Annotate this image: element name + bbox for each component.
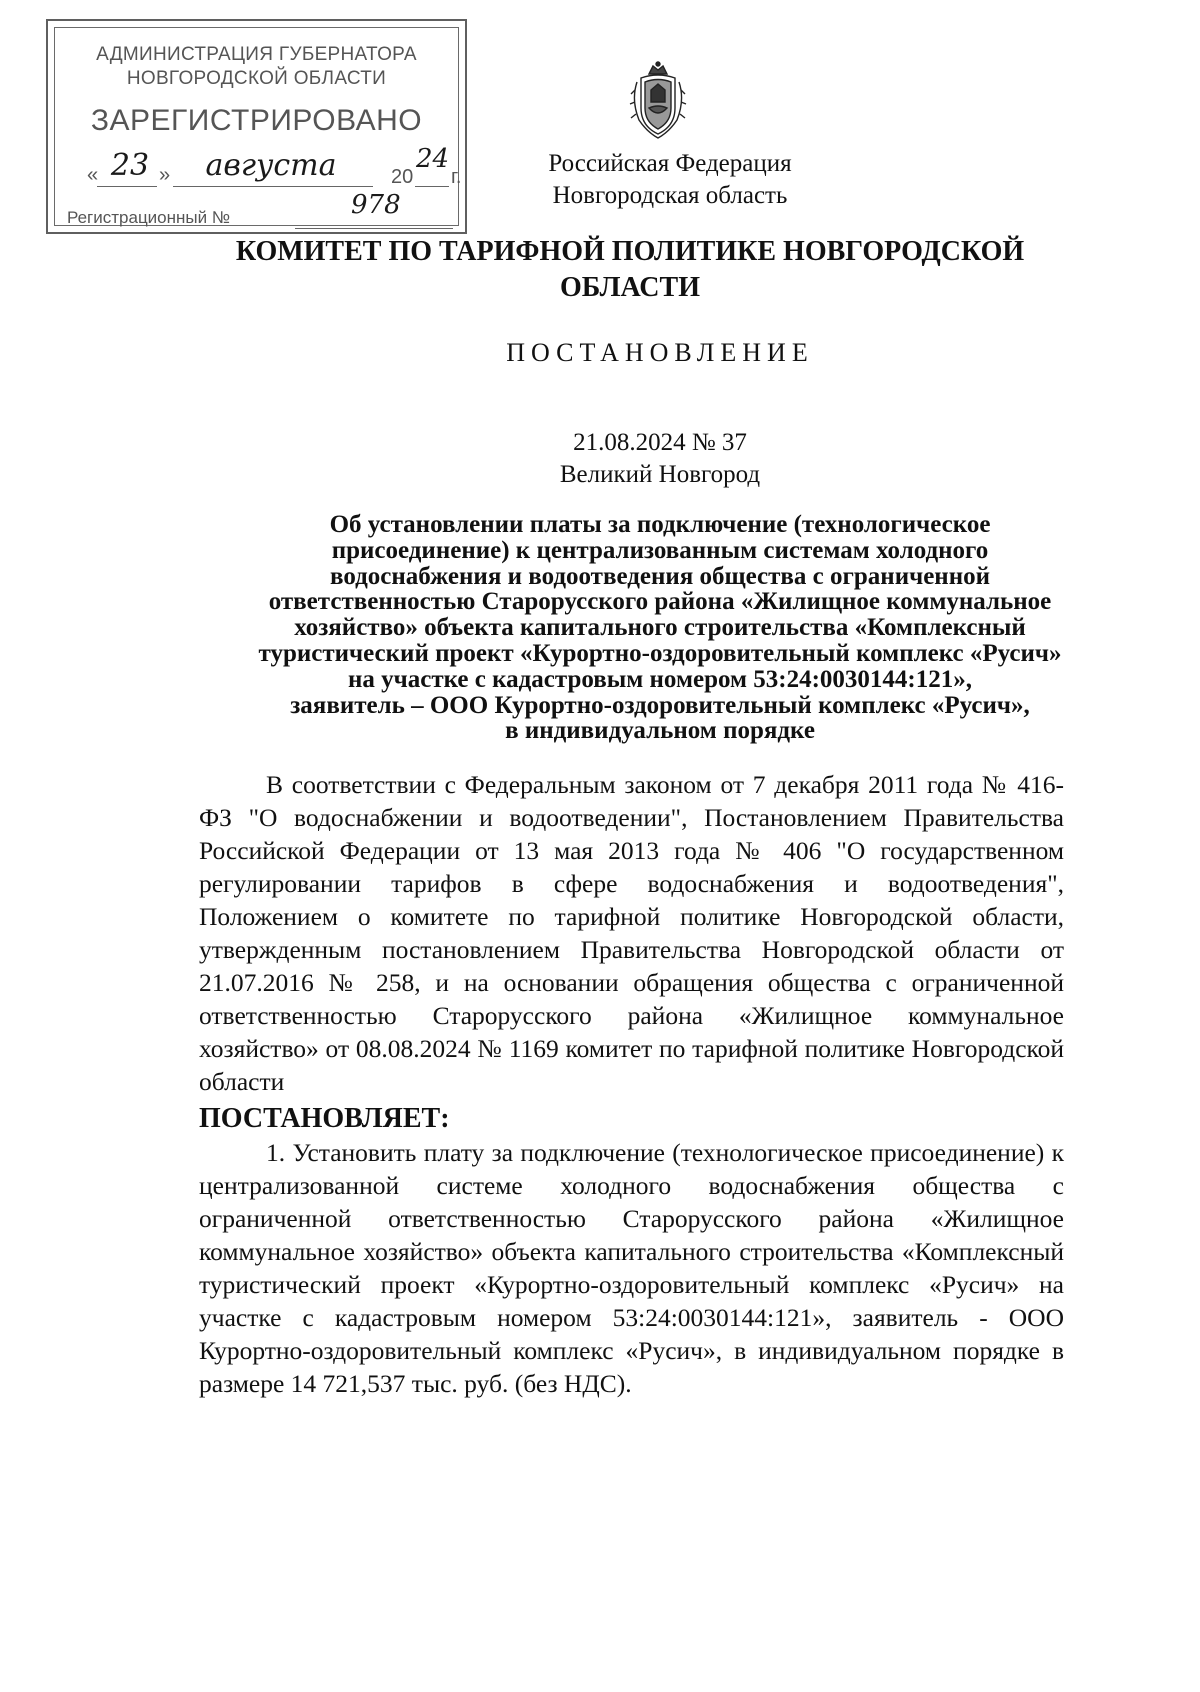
document-type: ПОСТАНОВЛЕНИЕ	[506, 338, 814, 367]
title-line: в индивидуальном порядке	[505, 717, 815, 745]
committee-line-1: КОМИТЕТ ПО ТАРИФНОЙ ПОЛИТИКЕ НОВГОРОДСКОЙ	[235, 236, 1025, 267]
stamp-reg-line	[295, 228, 453, 229]
date-block	[420, 427, 900, 491]
document-title	[150, 512, 1170, 744]
stamp-year-prefix: 20	[391, 166, 414, 188]
registration-stamp	[46, 19, 467, 234]
preamble-paragraph: В соответствии с Федеральным законом от 7 декабря 2011 года № 416-ФЗ "О водоснабжении и водоотведении", Постановлением Правительства Российской Федерации от 13 мая 2013 года № 406 "О государственном регулировании тарифов в сфере водоснабжения и водоотведения", Положением о комитете по тарифной политике Новгородской области, утвержденным постановлением Правительства Новгородской области от 21.07.2016 № 258, и на основании обращения общества с ограниченной ответственностью Старорусского района «Жилищное коммунальное хозяйство» от 08.08.2024 № 1169 комитет по тарифной политике Новгородской области	[199, 770, 1064, 1096]
committee-title	[170, 234, 1090, 306]
title-line: присоединение) к централизованным системам холодного	[331, 536, 989, 564]
document-body	[199, 768, 1064, 1400]
coat-of-arms-icon	[627, 60, 689, 140]
stamp-org-line1: АДМИНИСТРАЦИЯ ГУБЕРНАТОРА	[96, 44, 417, 65]
stamp-year-suffix: 24	[416, 144, 450, 174]
stamp-quote-close: »	[159, 164, 171, 186]
region-name: Новгородская область	[552, 182, 788, 209]
title-line: ответственностью Старорусского района «Жилищное коммунальное	[268, 588, 1052, 616]
country-name: Российская Федерация	[548, 150, 792, 177]
stamp-year-line	[415, 186, 449, 187]
stamp-reg-number: 978	[351, 190, 401, 220]
decree-label: ПОСТАНОВЛЯЕТ:	[199, 1103, 450, 1134]
stamp-day: 23	[110, 148, 150, 183]
title-line: хозяйство» объекта капитального строительства «Комплексный	[294, 614, 1026, 642]
stamp-reg-label: Регистрационный №	[67, 208, 231, 227]
item-1-paragraph: 1. Установить плату за подключение (технологическое присоединение) к централизованной системе холодного водоснабжения общества с ограниченной ответственностью Старорусского района «Жилищное коммунальное хозяйство» объекта капитального строительства «Комплексный туристический проект «Курортно-оздоровительный комплекс «Русич» на участке с кадастровым номером 53:24:0030144:121», заявитель - ООО Курортно-оздоровительный комплекс «Русич», в индивидуальном порядке в размере 14 721,537 тыс. руб. (без НДС).	[199, 1138, 1064, 1398]
title-line: на участке с кадастровым номером 53:24:0030144:121»,	[347, 665, 973, 693]
stamp-month: августа	[205, 148, 337, 183]
stamp-quote-open: «	[87, 164, 99, 186]
stamp-org-line2: НОВГОРОДСКОЙ ОБЛАСТИ	[126, 68, 387, 89]
title-line: водоснабжения и водоотведения общества с ограниченной	[329, 562, 991, 590]
city: Великий Новгород	[559, 461, 761, 488]
title-line: Об установлении платы за подключение (технологическое	[329, 511, 991, 538]
date-number: 21.08.2024 № 37	[573, 429, 747, 456]
stamp-month-line	[173, 186, 373, 187]
stamp-inner-frame	[54, 27, 462, 227]
stamp-status: ЗАРЕГИСТРИРОВАНО	[90, 104, 423, 137]
stamp-year-abbr: г.	[451, 166, 462, 188]
header-country-block	[520, 148, 820, 212]
title-line: туристический проект «Курортно-оздоровительный комплекс «Русич»	[258, 639, 1062, 667]
title-line: заявитель – ООО Курортно-оздоровительный комплекс «Русич»,	[290, 691, 1030, 719]
committee-line-2: ОБЛАСТИ	[560, 272, 700, 303]
stamp-day-line	[97, 186, 157, 187]
